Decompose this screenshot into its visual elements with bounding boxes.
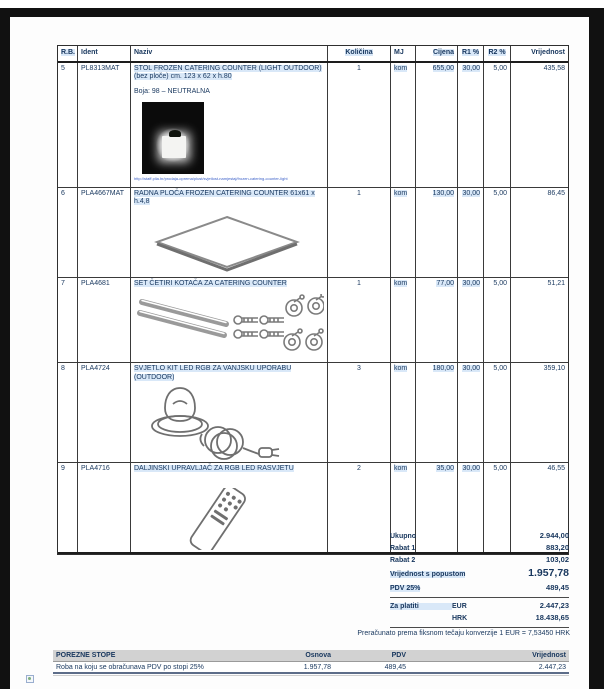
item-title: STOL FROZEN CATERING COUNTER (LIGHT OUTDOOR) (bez ploče) cm. 123 x 62 x h.80 xyxy=(134,64,322,80)
row-number: 9 xyxy=(58,463,78,552)
item-naziv-cell xyxy=(131,463,328,552)
amount-due-eur: Za platiti EUR 2.447,23 xyxy=(390,601,569,610)
item-unit: kom xyxy=(391,363,416,462)
item-price: 35,00 xyxy=(416,463,458,552)
total-discounted-value: Vrijednost s popustom 1.957,78 xyxy=(390,567,569,579)
items-table-header xyxy=(58,46,568,63)
item-ident: PLA4667MAT xyxy=(78,188,131,277)
item-unit: kom xyxy=(391,278,416,363)
item-ident: PL8313MAT xyxy=(78,63,131,187)
item-title: SET ČETIRI KOTAČA ZA CATERING COUNTER xyxy=(134,279,287,287)
broken-image-placeholder-icon xyxy=(26,675,34,683)
total-ukupno: Ukupno 2.944,00 xyxy=(390,531,569,540)
item-value: 46,55 xyxy=(547,465,565,472)
item-discount1: 30,00 xyxy=(458,188,484,277)
item-color-note: Boja: 98 – NEUTRALNA xyxy=(134,87,210,95)
item-value: 435,58 xyxy=(543,64,565,72)
items-table xyxy=(57,45,569,555)
item-discount1: 30,00 xyxy=(458,363,484,462)
item-discount1: 30,00 xyxy=(458,63,484,187)
item-discount2: 5,00 xyxy=(484,63,511,187)
item-naziv-cell xyxy=(131,63,328,187)
item-discount2: 5,00 xyxy=(484,278,511,363)
top-black-border xyxy=(0,8,604,17)
tax-table-underline xyxy=(53,674,569,676)
item-title: RADNA PLOČA FROZEN CATERING COUNTER 61x61 x h.4,8 xyxy=(134,189,315,205)
item-price: 130,00 xyxy=(416,188,458,277)
conversion-rate-note: Preračunato prema fiksnom tečaju konverzije 1 EUR = 7,53450 HRK xyxy=(357,630,570,637)
row-number: 7 xyxy=(58,278,78,363)
item-qty: 1 xyxy=(328,278,391,363)
item-value: 86,45 xyxy=(547,189,565,197)
item-discount2: 5,00 xyxy=(484,463,511,552)
item-value: 359,10 xyxy=(543,365,565,372)
glowing-cube-product-photo xyxy=(142,102,204,174)
total-rabat2: Rabat 2 103,02 xyxy=(390,555,569,564)
item-unit: kom xyxy=(391,463,416,552)
col-header-kolicina: Količina xyxy=(328,46,391,61)
tabletop-plate-line-drawing xyxy=(152,213,324,275)
tax-table-row: Roba na koju se obračunava PDV po stopi 25% 1.957,78 489,45 2.447,23 xyxy=(53,662,569,674)
item-qty: 1 xyxy=(328,63,391,187)
row-number: 6 xyxy=(58,188,78,277)
item-naziv-cell xyxy=(131,278,328,363)
row-number: 5 xyxy=(58,63,78,187)
left-black-border xyxy=(0,8,10,689)
invoice-page xyxy=(10,17,589,689)
col-header-mj: MJ xyxy=(391,46,416,61)
table-row xyxy=(58,63,568,188)
item-qty: 1 xyxy=(328,188,391,277)
tax-table-header: POREZNE STOPE Osnova PDV Vrijednost xyxy=(53,650,569,662)
led-lamp-kit-line-drawing xyxy=(140,384,324,460)
item-value: 51,21 xyxy=(547,279,565,287)
casters-kit-line-drawing xyxy=(134,294,324,360)
item-ident: PLA4681 xyxy=(78,278,131,363)
table-row xyxy=(58,363,568,463)
item-ident: PLA4724 xyxy=(78,363,131,462)
col-header-rb: R.B. xyxy=(58,46,78,61)
col-header-naziv: Naziv xyxy=(131,46,328,61)
col-header-r1: R1 % xyxy=(458,46,484,61)
remote-control-line-drawing xyxy=(172,488,324,550)
table-row xyxy=(58,188,568,278)
item-price: 180,00 xyxy=(416,363,458,462)
item-unit: kom xyxy=(391,188,416,277)
amount-due-hrk: HRK 18.438,65 xyxy=(452,613,569,622)
item-discount2: 5,00 xyxy=(484,188,511,277)
item-unit: kom xyxy=(391,63,416,187)
col-header-r2: R2 % xyxy=(484,46,511,61)
total-vat: PDV 25% 489,45 xyxy=(390,583,569,592)
item-ident: PLA4716 xyxy=(78,463,131,552)
item-discount1: 30,00 xyxy=(458,463,484,552)
illuminated-cube xyxy=(162,136,186,158)
item-naziv-cell xyxy=(131,363,328,462)
total-rabat1: Rabat 1 883,20 xyxy=(390,543,569,552)
right-black-border xyxy=(589,8,604,689)
row-number: 8 xyxy=(58,363,78,462)
item-discount1: 30,00 xyxy=(458,278,484,363)
totals-divider xyxy=(390,597,569,598)
item-price: 655,00 xyxy=(416,63,458,187)
col-header-vrijednost: Vrijednost xyxy=(531,49,565,56)
item-price: 77,00 xyxy=(416,278,458,363)
plant-silhouette xyxy=(169,130,181,137)
tax-rates-table xyxy=(53,650,569,676)
item-title: SVJETLO KIT LED RGB ZA VANJSKU UPORABU (OUTDOOR) xyxy=(134,365,292,381)
item-qty: 2 xyxy=(328,463,391,552)
item-title: DALJINSKI UPRAVLJAČ ZA RGB LED RASVJETU xyxy=(134,465,294,472)
totals-divider xyxy=(390,627,569,628)
product-url-link[interactable]: http://staff.plia.hr/prodaja-oprema/plust/svjetlost-namjestaj/frozen-catering-counter-light xyxy=(134,176,288,181)
table-row xyxy=(58,278,568,364)
totals-block xyxy=(390,531,569,631)
item-discount2: 5,00 xyxy=(484,363,511,462)
col-header-cijena: Cijena xyxy=(416,46,458,61)
item-qty: 3 xyxy=(328,363,391,462)
col-header-ident: Ident xyxy=(78,46,131,61)
item-naziv-cell xyxy=(131,188,328,277)
